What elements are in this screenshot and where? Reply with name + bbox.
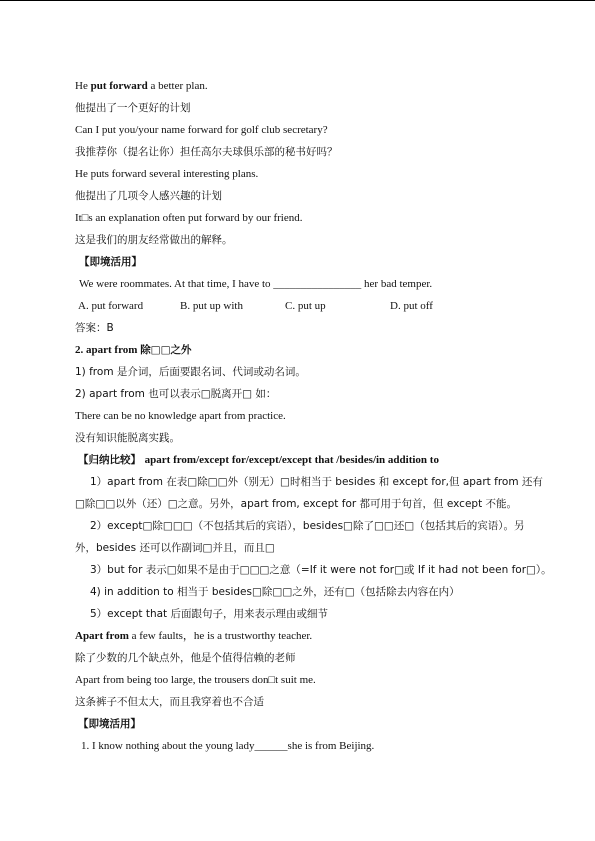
text-line: [75, 167, 258, 181]
text-segment: a better plan.: [147, 80, 208, 92]
text-segment: 3）but for 表示□如果不是由于□□□之意（=If it were not for□或 If it had not been for□）。: [90, 564, 552, 576]
text-line: [90, 607, 328, 621]
text-segment: 【归纳比较】: [78, 454, 145, 466]
text-line: [75, 101, 191, 115]
text-line: [79, 255, 142, 269]
text-line: [75, 343, 192, 357]
text-segment: 4) in addition to 相当于 besides□除□□之外，还有□（包括除去内容在内）: [90, 586, 460, 598]
answer-option: A. put forward: [78, 300, 144, 312]
text-segment: 外，besides 还可以作副词□并且，而且□: [75, 542, 275, 554]
text-line: [75, 431, 180, 445]
text-line: [81, 739, 374, 753]
text-segment: Apart from being too large, the trousers don□t suit me.: [75, 674, 316, 686]
text-line: [75, 409, 286, 423]
text-segment: 他提出了几项令人感兴趣的计划: [75, 190, 222, 202]
text-line: [90, 475, 543, 489]
answer-option: C. put up: [285, 300, 326, 312]
text-line: [75, 541, 275, 555]
text-line: [75, 211, 303, 225]
text-segment: □除□□以外（还）□之意。另外，apart from, except for 都可用于句首，但 except 不能。: [75, 498, 518, 510]
text-line: [90, 563, 552, 577]
text-segment: 2. apart from: [75, 344, 141, 356]
text-segment: 2) apart from 也可以表示□脱离开□ 如：: [75, 388, 277, 400]
text-segment: 【即境活用】: [78, 718, 141, 730]
text-line: [75, 497, 517, 511]
text-segment: a few faults，he is a trustworthy teacher.: [128, 630, 313, 642]
text-segment: He puts forward several interesting plans.: [75, 168, 259, 180]
answer-option: D. put off: [390, 300, 433, 312]
text-line: [75, 673, 316, 687]
text-segment: 5）except that 后面跟句子，用来表示理由或细节: [90, 608, 328, 620]
text-line: [75, 79, 208, 93]
text-line: [75, 387, 276, 401]
text-line: [75, 189, 222, 203]
text-segment: 2）except□除□□□（不包括其后的宾语），besides□除了□□还□（包括其后的宾语）。另: [90, 520, 525, 532]
text-segment: 1. I know nothing about the young lady______she is from Beijing.: [81, 740, 375, 752]
text-segment: It□s an explanation often put forward by our friend.: [75, 212, 303, 224]
text-segment: He: [75, 80, 91, 92]
answer-option: B. put up with: [180, 300, 243, 312]
text-segment: 这是我们的朋友经常做出的解释。: [75, 234, 233, 246]
text-line: [90, 585, 460, 599]
text-segment: 这条裤子不但太大，而且我穿着也不合适: [75, 696, 264, 708]
text-segment: 他提出了一个更好的计划: [75, 102, 191, 114]
text-segment: 除□□之外: [140, 344, 192, 356]
text-line: [75, 695, 264, 709]
text-segment: Apart from: [75, 630, 129, 642]
text-segment: Can I put you/your name forward for golf club secretary?: [75, 124, 328, 136]
text-segment: 【即境活用】: [79, 256, 142, 268]
text-segment: 答案：B: [75, 322, 114, 334]
text-segment: We were roommates. At that time, I have to ________________ her bad temper.: [79, 278, 433, 290]
text-line: [75, 123, 328, 137]
text-line: [90, 519, 524, 533]
text-segment: 1) from 是介词，后面要跟名词、代词或动名词。: [75, 366, 306, 378]
text-line: [75, 145, 338, 159]
text-segment: apart from/except for/except/except that /besides/in addition to: [144, 454, 439, 466]
text-segment: put forward: [90, 80, 148, 92]
text-line: [78, 717, 141, 731]
text-line: [75, 321, 114, 335]
text-line: [79, 277, 432, 291]
text-segment: 没有知识能脱离实践。: [75, 432, 180, 444]
text-segment: 我推荐你（提名让你）担任高尔夫球俱乐部的秘书好吗？: [75, 146, 338, 158]
text-line: [75, 629, 312, 643]
text-segment: There can be no knowledge apart from practice.: [75, 410, 286, 422]
text-line: [75, 365, 306, 379]
text-line: [75, 651, 296, 665]
text-segment: 除了少数的几个缺点外，他是个值得信赖的老师: [75, 652, 296, 664]
text-segment: 1）apart from 在表□除□□外（别无）□时相当于 besides 和 except for,但 apart from 还有: [90, 476, 543, 488]
text-line: [78, 453, 439, 467]
text-line: [75, 233, 233, 247]
